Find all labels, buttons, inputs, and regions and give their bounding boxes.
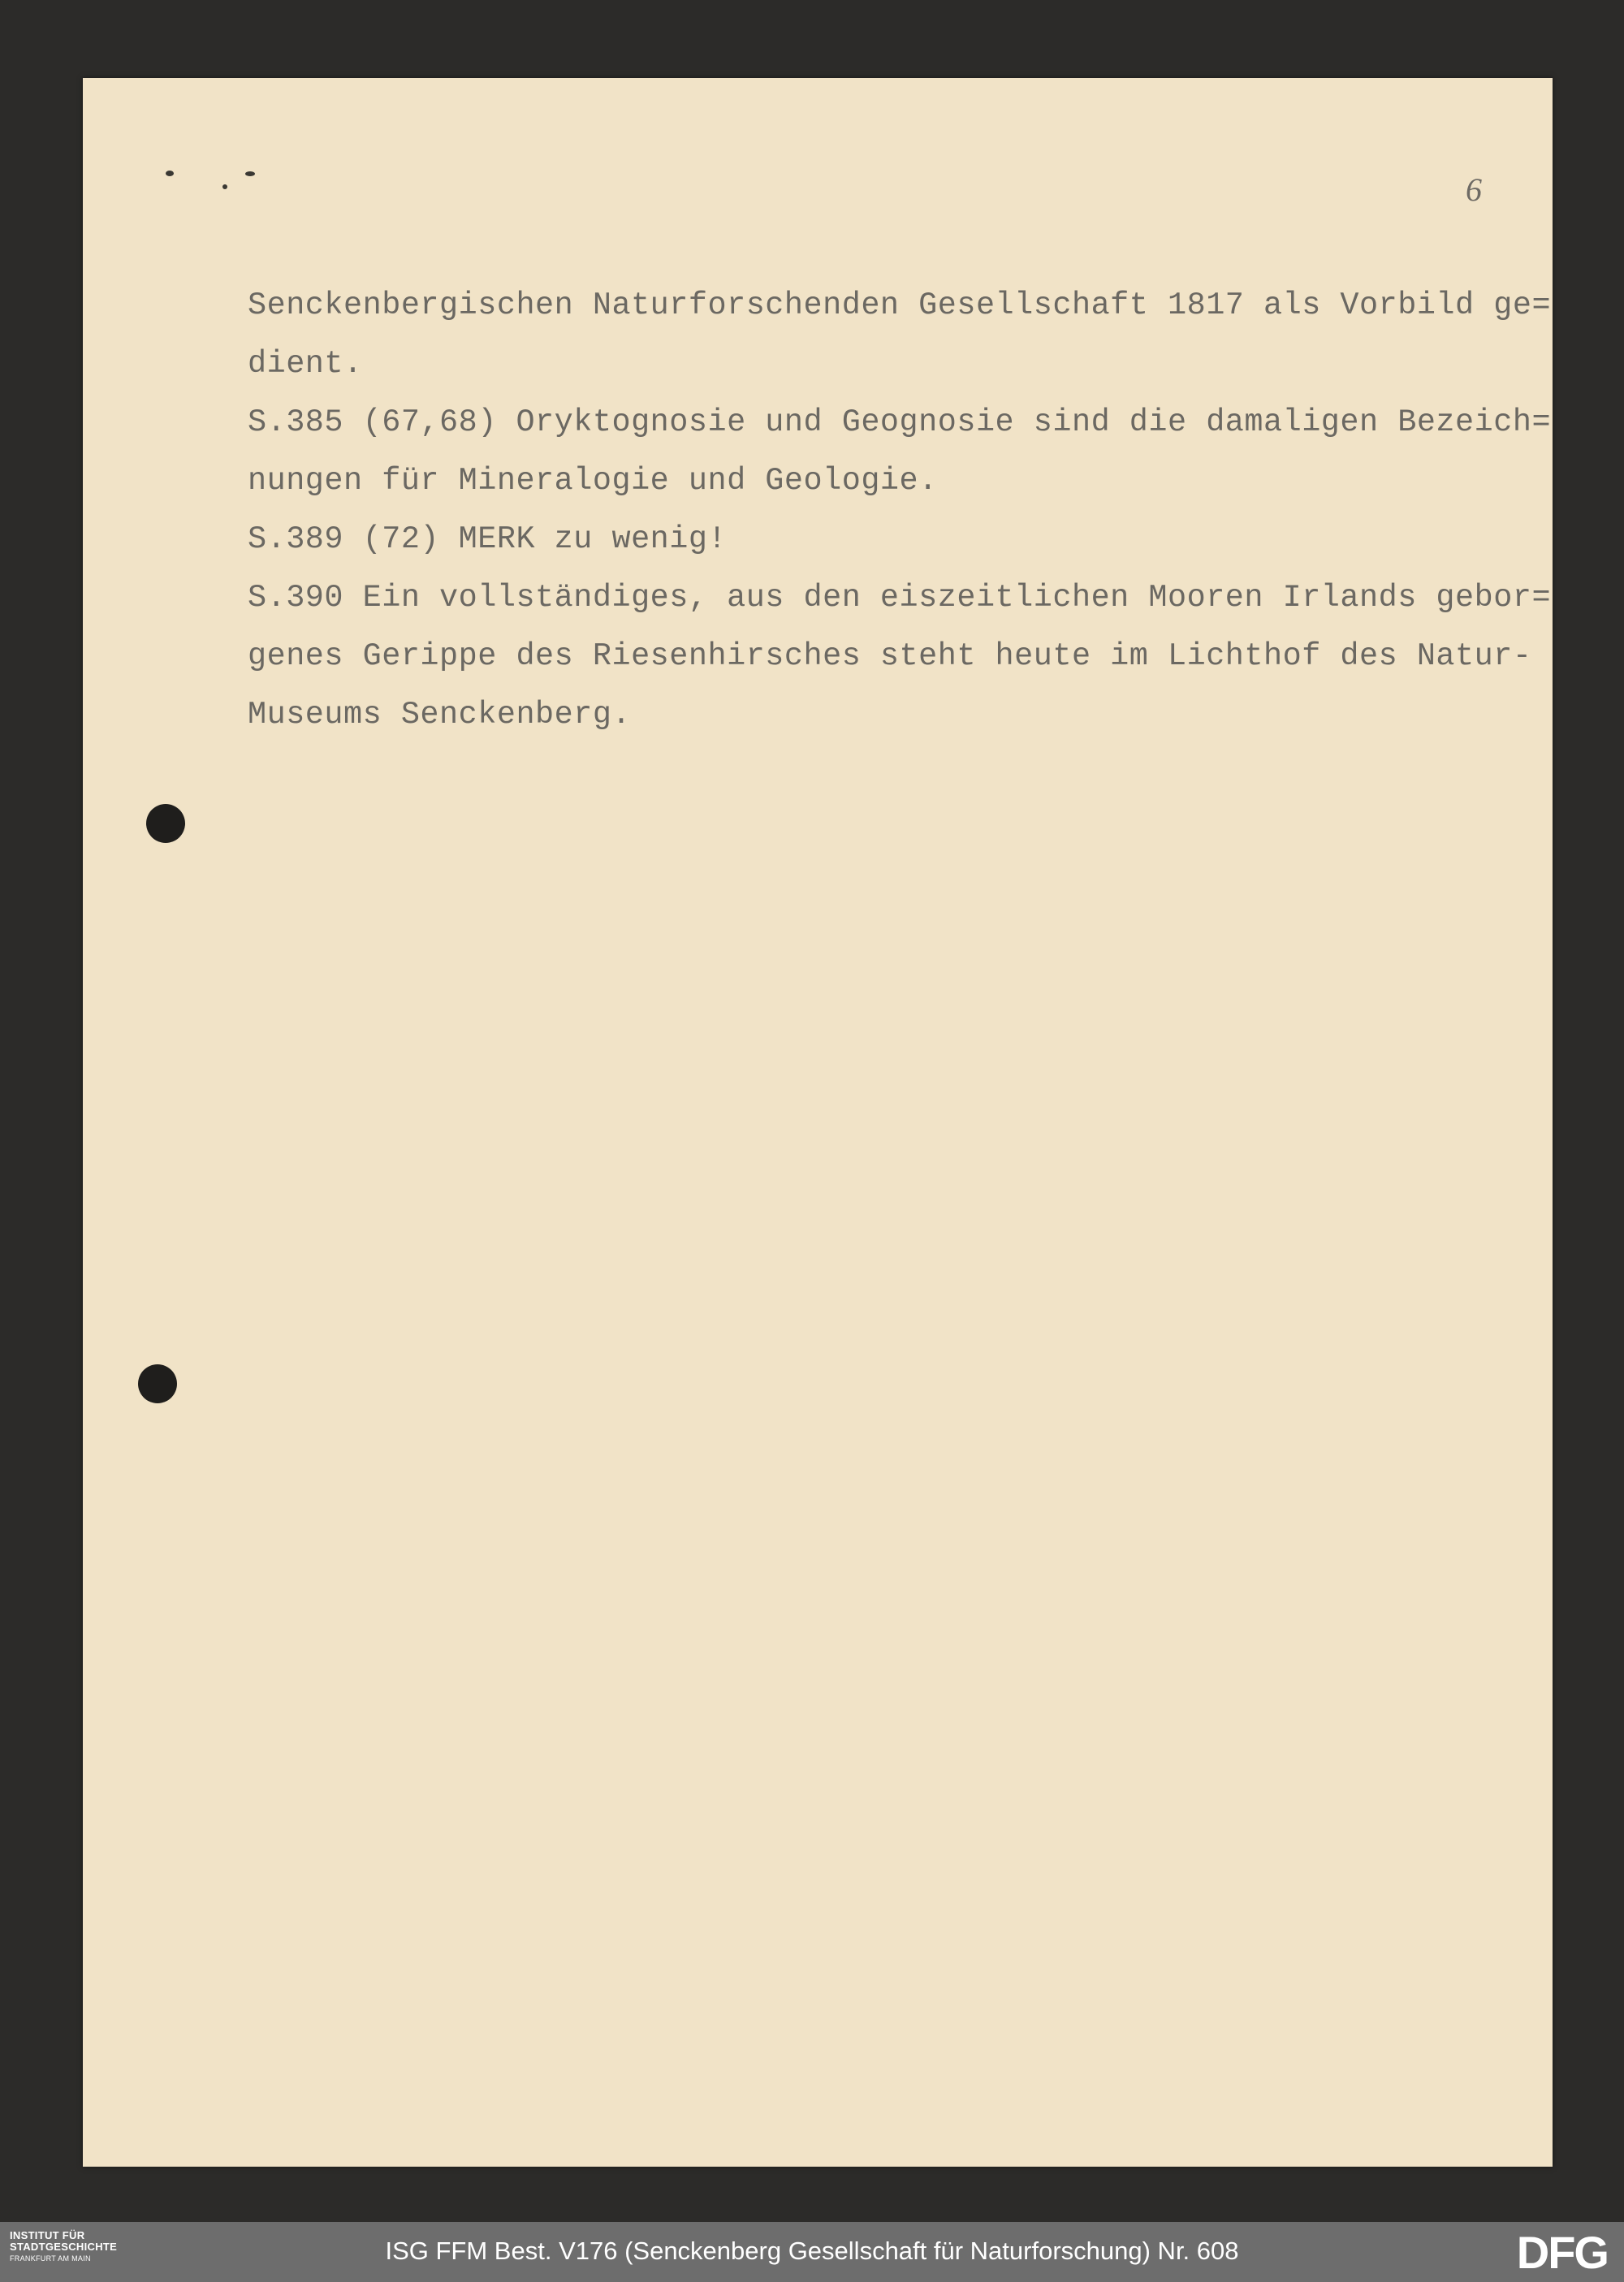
text-line: Senckenbergischen Naturforschenden Gesellschaft 1817 als Vorbild ge= [248, 287, 1552, 323]
archive-footer-bar [0, 2222, 1624, 2282]
text-line: nungen für Mineralogie und Geologie. [248, 463, 938, 499]
dfg-logo: DFG [1516, 2227, 1608, 2278]
ink-mark [166, 171, 174, 176]
ink-mark [222, 184, 227, 189]
typewritten-notes [248, 276, 1552, 744]
text-line: S.389 (72) MERK zu wenig! [248, 521, 728, 557]
punch-hole [138, 1364, 177, 1403]
punch-hole [146, 804, 185, 843]
archive-reference-caption: ISG FFM Best. V176 (Senckenberg Gesellschaft für Naturforschung) Nr. 608 [385, 2237, 1239, 2265]
institute-name-line1: INSTITUT FÜR [10, 2229, 85, 2241]
institute-name-line2: STADTGESCHICHTE [10, 2241, 118, 2253]
text-line: S.390 Ein vollständiges, aus den eiszeitlichen Mooren Irlands gebor= [248, 580, 1552, 616]
institute-name-line3: FRANKFURT AM MAIN [10, 2254, 91, 2263]
text-line: genes Gerippe des Riesenhirsches steht heute im Lichthof des Natur- [248, 638, 1532, 674]
text-line: dient. [248, 346, 363, 382]
ink-mark [245, 171, 255, 176]
text-line: Museums Senckenberg. [248, 697, 632, 733]
page-number: 6 [1466, 171, 1482, 208]
text-line: S.385 (67,68) Oryktognosie und Geognosie sind die damaligen Bezeich= [248, 404, 1552, 440]
